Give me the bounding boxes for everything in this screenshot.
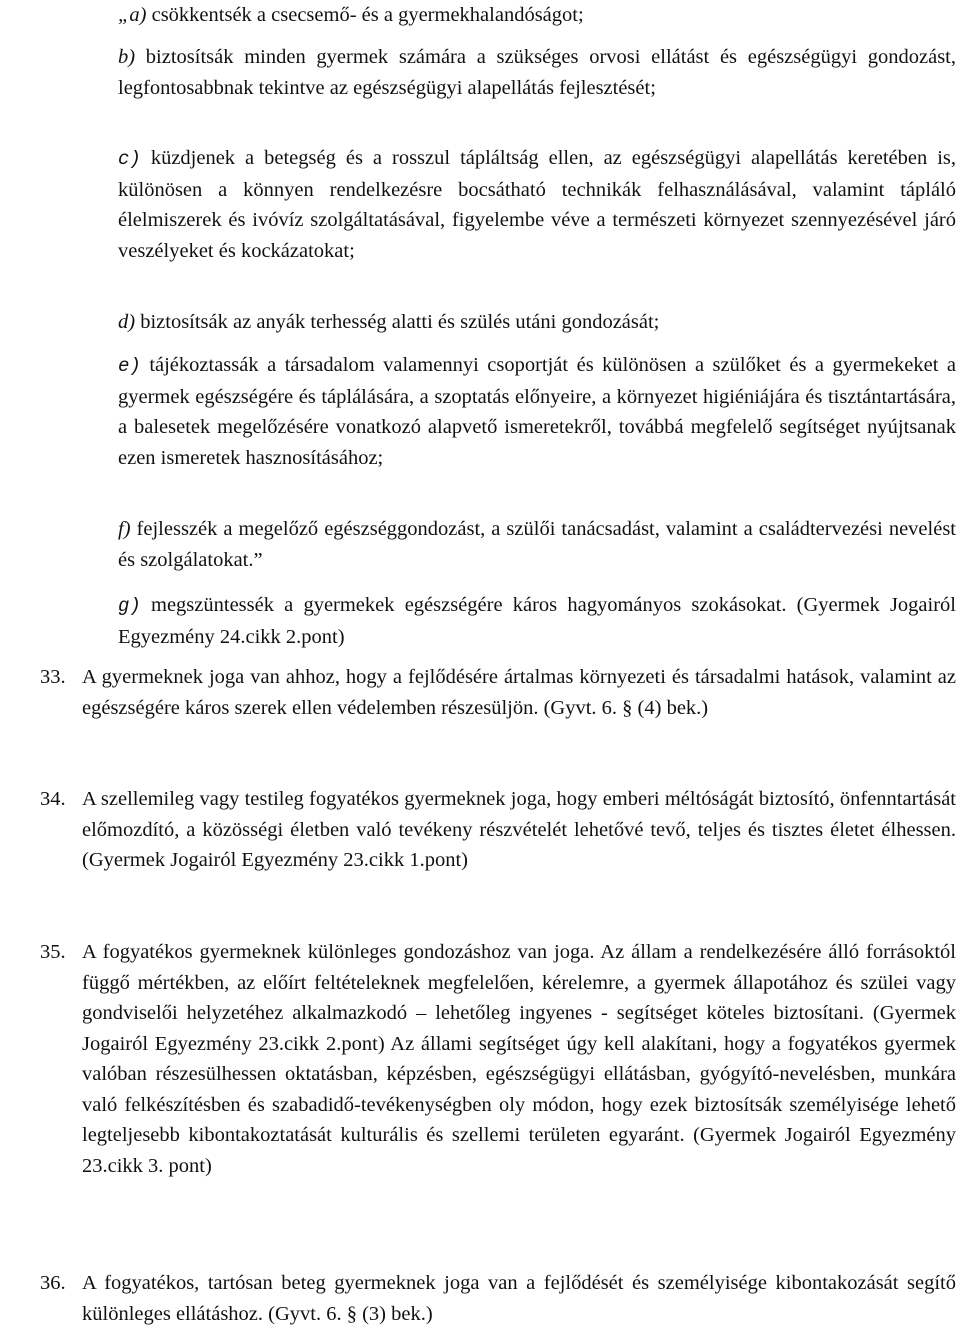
list-item-e (118, 350, 956, 473)
list-text-a: csökkentsék a csecsemő- és a gyermekhalandóságot; (151, 4, 584, 26)
item-text: A gyermeknek joga van ahhoz, hogy a fejlődésére ártalmas környezeti és társadalmi hatások, valamint az egészségére káros szerek ellen védelemben részesüljön. (Gyvt. 6. § (4) bek.) (82, 666, 956, 719)
list-label-g: g) (118, 595, 141, 617)
list-text-g: megszüntessék a gyermekek egészségére káros hagyományos szokásokat. (Gyermek Jogairól Egyezmény 24.cikk 2.pont) (118, 594, 956, 648)
list-label-e: e) (118, 355, 141, 377)
item-number: 33. (40, 666, 66, 688)
item-text: A fogyatékos, tartósan beteg gyermeknek joga van a fejlődését és személyisége kibontakozását segítő különleges ellátáshoz. (Gyvt. 6. § (3) bek.) (82, 1272, 956, 1325)
item-number: 34. (40, 788, 66, 810)
numbered-item-36 (40, 1268, 956, 1329)
list-item-b (118, 42, 956, 103)
list-item-a (118, 0, 956, 31)
numbered-item-33 (40, 662, 956, 723)
list-label-f: f) (118, 518, 131, 540)
list-item-c (118, 143, 956, 266)
list-text-c: küzdjenek a betegség és a rosszul tápláltság ellen, az egészségügyi alapellátás keretében is, különösen a könnyen rendelkezésre bocsátható technikák felhasználásával, valamint tápláló élelmiszerek és ivóvíz szolgáltatásával, figyelembe véve a természeti környezet szennyezésével járó veszélyeket és kockázatokat; (118, 147, 956, 262)
list-item-g (118, 590, 956, 652)
item-text: A szellemileg vagy testileg fogyatékos gyermeknek joga, hogy emberi méltóságát biztosító, önfenntartását előmozdító, a közösségi életben való tevékeny részvételét lehetővé tevő, teljes és tisztes életet élhessen. (Gyermek Jogairól Egyezmény 23.cikk 1.pont) (82, 788, 956, 871)
item-text: A fogyatékos gyermeknek különleges gondozáshoz van joga. Az állam a rendelkezésére álló forrásoktól függő mértékben, az előírt feltételeknek megfelelően, kérelemre, a gyermek állapotához és szülei vagy gondviselői helyzetéhez alkalmazkodó – lehetőleg ingyenes - segítséget köteles biztosítani. (Gyermek Jogairól Egyezmény 23.cikk 2.pont) Az állami segítséget úgy kell alakítani, hogy a fogyatékos gyermek valóban részesülhessen oktatásban, képzésben, egészségügyi ellátásban, gyógyító-nevelésben, munkára való felkészítésben és szabadidő-tevékenységben oly módon, hogy ezek biztosítsák személyisége lehető legteljesebb kibontakoztatását kulturális és szellemi területen egyaránt. (Gyermek Jogairól Egyezmény 23.cikk 3. pont) (82, 941, 956, 1177)
numbered-item-35 (40, 937, 956, 1181)
list-label-c: c) (118, 148, 141, 170)
numbered-item-34 (40, 784, 956, 876)
list-item-d (118, 307, 956, 338)
list-text-e: tájékoztassák a társadalom valamennyi csoportját és különösen a szülőket és a gyermekeket a gyermek egészségére és táplálására, a szoptatás előnyeire, a környezet higiéniájára és tisztántartására, a balesetek megelőzésére vonatkozó alapvető ismeretekről, továbbá megfelelő segítséget nyújtsanak ezen ismeretek hasznosításához; (118, 354, 956, 469)
list-text-b: biztosítsák minden gyermek számára a szükséges orvosi ellátást és egészségügyi gondozást, legfontosabbnak tekintve az egészségügyi alapellátás fejlesztését; (118, 46, 957, 99)
list-label-d: d) (118, 311, 136, 333)
list-item-f (118, 514, 956, 575)
list-label-b: b) (118, 46, 136, 68)
item-number: 35. (40, 941, 66, 963)
list-text-d: biztosítsák az anyák terhesség alatti és szülés utáni gondozását; (140, 311, 660, 333)
list-label-a: „a) (118, 4, 147, 26)
list-text-f: fejlesszék a megelőző egészséggondozást, a szülői tanácsadást, valamint a családtervezési nevelést és szolgálatokat.” (118, 518, 956, 571)
item-number: 36. (40, 1272, 66, 1294)
